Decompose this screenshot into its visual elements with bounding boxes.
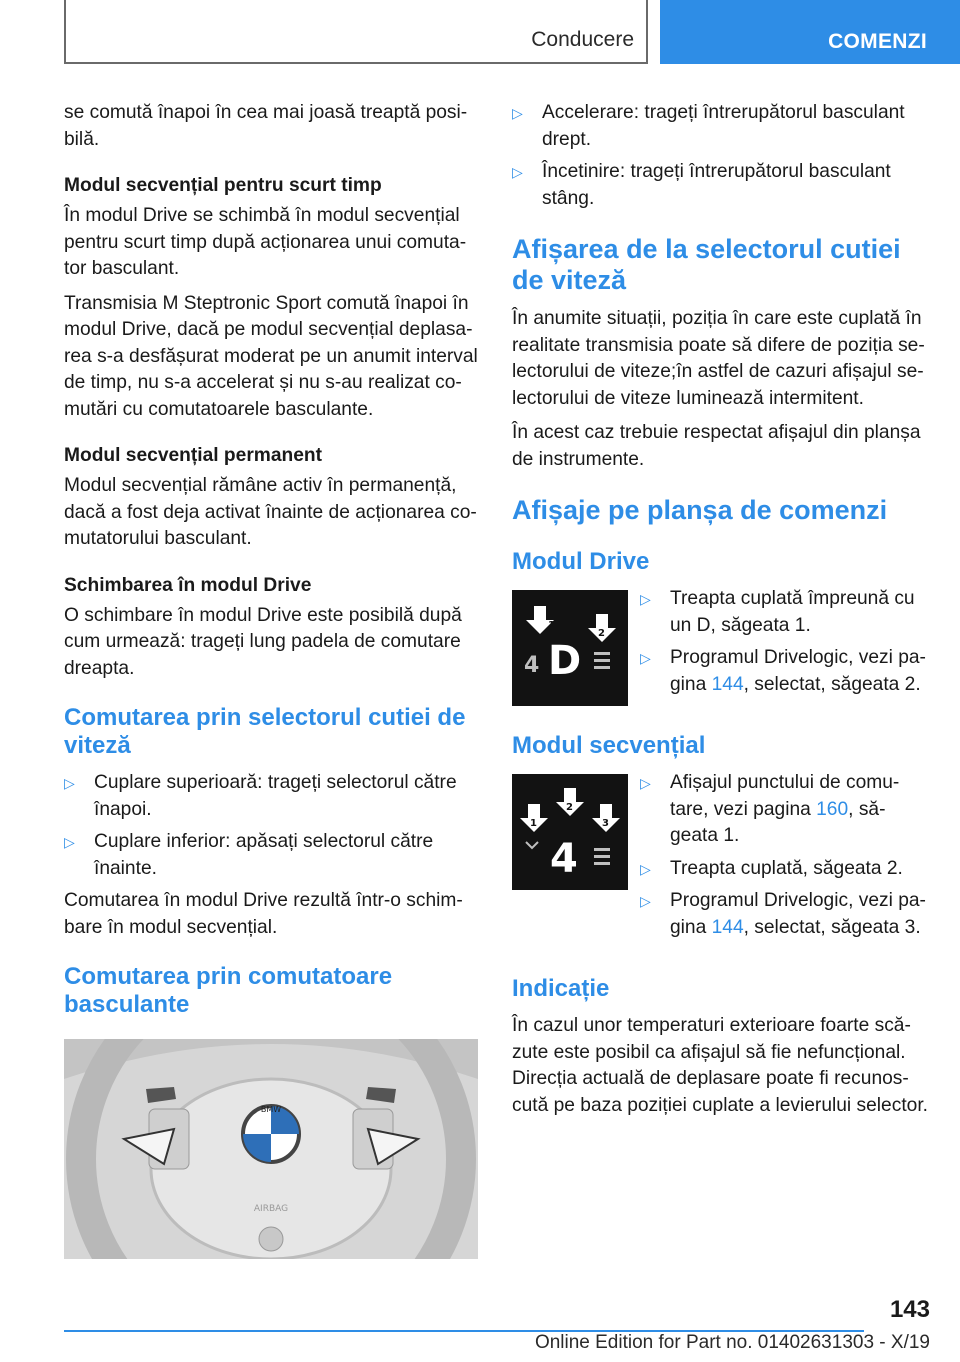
list-item: ▷ Treapta cuplată împreună cu un D, săgeata 1. — [640, 588, 915, 636]
paragraph: Transmisia M Steptronic Sport comută înapoi în modul Drive, dacă pe modul secvențial deplasa-rea s-a desfășurat moderat pe un anumit interval de timp, nu s-a accelerat și nu s-au realizat co-mutări cu comutatoarele basculante. — [64, 292, 478, 420]
triangle-bullet-icon: ▷ — [512, 164, 523, 180]
sequential-mode-display-image — [512, 774, 628, 890]
list-item: ▷ Încetinire: trageți întrerupătorul basculant stâng. — [512, 161, 891, 209]
heading-short-sequential: Modul secvențial pentru scurt timp — [64, 175, 382, 196]
triangle-bullet-icon: ▷ — [64, 775, 75, 791]
drive-letter: D — [548, 638, 582, 684]
gear-digit: 4 — [550, 836, 578, 882]
heading-change-to-drive: Schimbarea în modul Drive — [64, 574, 312, 596]
wheel-logo: BMW — [260, 1105, 282, 1114]
triangle-bullet-icon: ▷ — [512, 105, 523, 121]
triangle-bullet-icon: ▷ — [640, 591, 651, 607]
page-link[interactable]: 144 — [711, 916, 744, 938]
paragraph: În acest caz trebuie respectat afișajul din planșa de instrumente. — [512, 422, 921, 470]
list-item: ▷ Treapta cuplată, săgeata 2. — [640, 856, 930, 883]
heading-selector-display: Afișarea de la selectorul cutiei de viteză — [512, 234, 901, 295]
list-item: ▷ Cuplare superioară: trageți selectorul către înapoi. — [64, 772, 457, 820]
paragraph: În cazul unor temperaturi exterioare foarte scă-zute este posibil ca afișajul să fie nefuncțional. Direcția actuală de deplasare poate fi recunos-cută pe baza poziției cuplate a levierului selector. — [512, 1015, 928, 1116]
svg-text:2: 2 — [566, 802, 573, 813]
triangle-bullet-icon: ▷ — [640, 775, 651, 791]
triangle-bullet-icon: ▷ — [640, 893, 651, 909]
header-section-box — [64, 0, 648, 64]
bullet-list — [512, 100, 930, 212]
footer-edition-text: Online Edition for Part no. 01402631303 - X/19 — [534, 1332, 930, 1353]
drive-mode-block — [512, 586, 930, 710]
svg-text:1: 1 — [548, 620, 555, 631]
intro-paragraph: se comută înapoi în cea mai joasă treaptă posi-bilă. — [64, 102, 468, 150]
header-chapter-title: COMENZI — [828, 30, 927, 53]
triangle-bullet-icon: ▷ — [640, 860, 651, 877]
page-link[interactable]: 144 — [711, 673, 744, 695]
header-section-title: Conducere — [531, 28, 634, 51]
bullet-list — [640, 586, 930, 704]
list-item: ▷ Afișajul punctului de comu-tare, vezi pagina 160, să-geata 1. — [640, 772, 900, 846]
header-chapter-tab[interactable] — [660, 0, 960, 64]
gear-digit: 4 — [524, 653, 540, 678]
sequential-mode-block — [512, 770, 930, 953]
heading-paddle-shift: Comutarea prin comutatoare basculante — [64, 963, 393, 1018]
page-number: 143 — [889, 1296, 930, 1323]
bullet-list — [64, 770, 478, 882]
list-item: ▷ Accelerare: trageți întrerupătorul basculant drept. — [512, 102, 905, 150]
paragraph: În modul Drive se schimbă în modul secvențial pentru scurt timp după acționarea unui comuta-tor basculant. — [64, 205, 467, 279]
heading-selector-shift: Comutarea prin selectorul cutiei de viteză — [64, 704, 466, 759]
heading-drive-mode: Modul Drive — [512, 548, 650, 575]
heading-permanent-sequential: Modul secvențial permanent — [64, 445, 323, 466]
list-item: ▷ Programul Drivelogic, vezi pa-gina 144, selectat, săgeata 2. — [640, 647, 926, 695]
svg-text:1: 1 — [530, 818, 537, 829]
bullet-list — [640, 770, 930, 947]
paragraph: În anumite situații, poziția în care este cuplată în realitate transmisia poate să difere de poziția se-lectorului de viteze;în astfel de cazuri afișajul se-lectorului de viteze luminează intermitent. — [512, 308, 925, 409]
wheel-airbag-label: AIRBAG — [253, 1204, 289, 1214]
triangle-bullet-icon: ▷ — [640, 650, 651, 666]
svg-text:2: 2 — [598, 628, 605, 639]
drive-mode-display-image — [512, 590, 628, 706]
steering-wheel-image — [64, 1039, 478, 1259]
list-item: ▷ Cuplare inferior: apăsați selectorul către înainte. — [64, 831, 434, 879]
heading-sequential-mode: Modul secvențial — [512, 732, 706, 759]
triangle-bullet-icon: ▷ — [64, 834, 75, 850]
heading-instrument-displays: Afișaje pe planșa de comenzi — [512, 495, 888, 525]
paragraph: Comutarea în modul Drive rezultă într-o schim-bare în modul secvențial. — [64, 890, 463, 938]
list-item: ▷ Programul Drivelogic, vezi pa-gina 144, selectat, săgeata 3. — [640, 890, 926, 938]
right-column — [512, 100, 930, 1127]
svg-text:3: 3 — [602, 818, 609, 829]
heading-note: Indicație — [512, 975, 610, 1002]
page-link[interactable]: 160 — [816, 798, 849, 820]
left-column — [64, 100, 478, 1259]
paragraph: O schimbare în modul Drive este posibilă după cum urmează: trageți lung padela de comutare dreapta. — [64, 604, 462, 679]
paragraph: Modul secvențial rămâne activ în permanență, dacă a fost deja activat înainte de acționarea co-mutatorului basculant. — [64, 475, 477, 549]
